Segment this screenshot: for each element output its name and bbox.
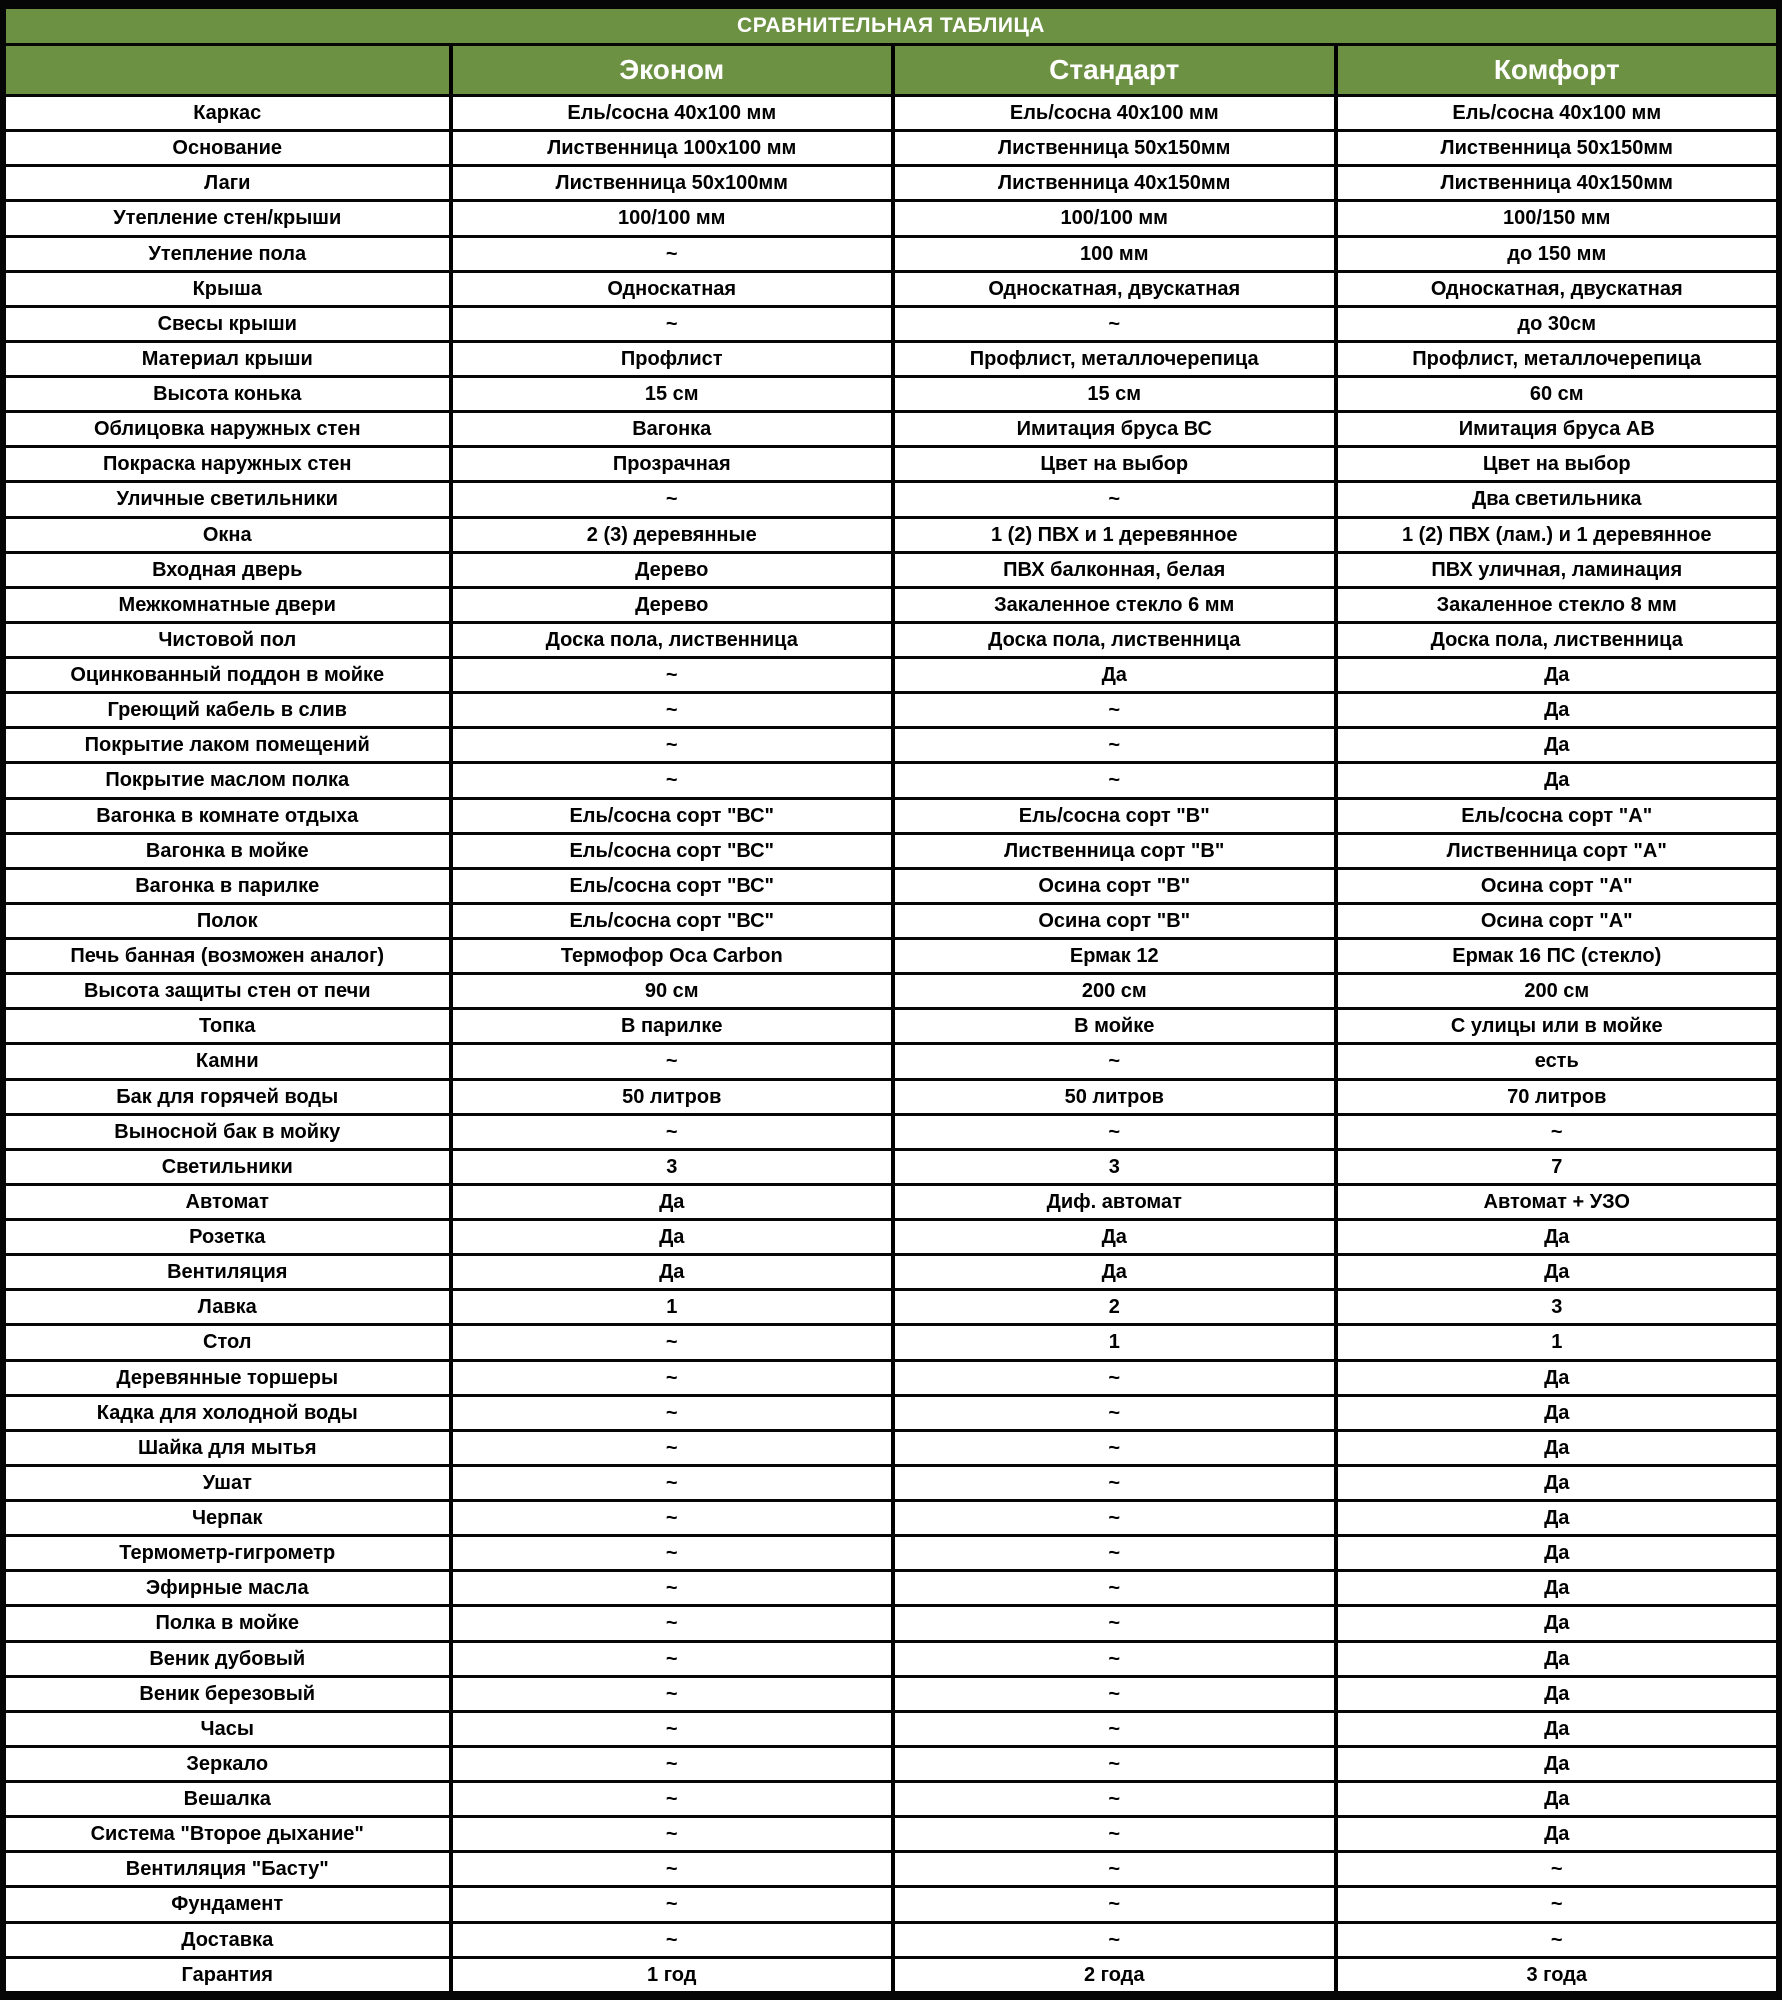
value-cell-econom: Вагонка	[449, 413, 892, 445]
table-row	[6, 870, 1776, 902]
value-cell-komfort: 3 года	[1334, 1959, 1777, 1991]
feature-label-cell: Высота конька	[6, 378, 449, 410]
table-row	[6, 1081, 1776, 1113]
value-cell-komfort: С улицы или в мойке	[1334, 1010, 1777, 1042]
value-cell-econom: 2 (3) деревянные	[449, 519, 892, 551]
table-row	[6, 554, 1776, 586]
value-cell-standart: ~	[891, 694, 1334, 726]
table-row	[6, 624, 1776, 656]
value-cell-standart: Лиственница сорт "В"	[891, 835, 1334, 867]
feature-label-cell: Чистовой пол	[6, 624, 449, 656]
value-cell-econom: ~	[449, 1432, 892, 1464]
table-row	[6, 1607, 1776, 1639]
value-cell-standart: ~	[891, 1045, 1334, 1077]
feature-label-cell: Черпак	[6, 1502, 449, 1534]
value-cell-standart: Лиственница 50х150мм	[891, 132, 1334, 164]
feature-label-cell: Гарантия	[6, 1959, 449, 1991]
value-cell-standart: Ермак 12	[891, 940, 1334, 972]
feature-label-cell: Доставка	[6, 1924, 449, 1956]
feature-label-cell: Вентиляция	[6, 1256, 449, 1288]
value-cell-komfort: Ель/сосна 40х100 мм	[1334, 97, 1777, 129]
table-row	[6, 1186, 1776, 1218]
value-cell-komfort: Ель/сосна сорт "А"	[1334, 800, 1777, 832]
table-row	[6, 97, 1776, 129]
table-row	[6, 1572, 1776, 1604]
table-row	[6, 940, 1776, 972]
feature-label-cell: Печь банная (возможен аналог)	[6, 940, 449, 972]
table-row	[6, 519, 1776, 551]
feature-label-cell: Выносной бак в мойку	[6, 1116, 449, 1148]
feature-label-cell: Облицовка наружных стен	[6, 413, 449, 445]
value-cell-econom: В парилке	[449, 1010, 892, 1042]
value-cell-standart: ~	[891, 483, 1334, 515]
value-cell-econom: 100/100 мм	[449, 202, 892, 234]
table-row	[6, 1467, 1776, 1499]
value-cell-komfort: Лиственница 50х150мм	[1334, 132, 1777, 164]
value-cell-komfort: ~	[1334, 1116, 1777, 1148]
feature-label-cell: Высота защиты стен от печи	[6, 975, 449, 1007]
value-cell-komfort: Да	[1334, 1713, 1777, 1745]
table-row	[6, 273, 1776, 305]
value-cell-komfort: до 30см	[1334, 308, 1777, 340]
table-row	[6, 800, 1776, 832]
value-cell-standart: ПВХ балконная, белая	[891, 554, 1334, 586]
table-row	[6, 483, 1776, 515]
value-cell-komfort: Да	[1334, 1818, 1777, 1850]
column-header-komfort: Комфорт	[1334, 46, 1777, 94]
value-cell-komfort: 200 см	[1334, 975, 1777, 1007]
value-cell-econom: Ель/сосна сорт "ВС"	[449, 835, 892, 867]
value-cell-econom: ~	[449, 1678, 892, 1710]
value-cell-econom: ~	[449, 694, 892, 726]
value-cell-komfort: Ермак 16 ПС (стекло)	[1334, 940, 1777, 972]
value-cell-komfort: Да	[1334, 1748, 1777, 1780]
feature-label-cell: Розетка	[6, 1221, 449, 1253]
value-cell-econom: ~	[449, 1326, 892, 1358]
value-cell-standart: ~	[891, 1607, 1334, 1639]
table-row	[6, 132, 1776, 164]
value-cell-standart: Да	[891, 659, 1334, 691]
value-cell-komfort: Да	[1334, 1572, 1777, 1604]
value-cell-standart: ~	[891, 1713, 1334, 1745]
value-cell-komfort: 100/150 мм	[1334, 202, 1777, 234]
value-cell-econom: Односкатная	[449, 273, 892, 305]
feature-label-cell: Термометр-гигрометр	[6, 1537, 449, 1569]
value-cell-komfort: есть	[1334, 1045, 1777, 1077]
value-cell-komfort: Да	[1334, 1362, 1777, 1394]
table-row	[6, 1818, 1776, 1850]
value-cell-econom: Лиственница 50х100мм	[449, 167, 892, 199]
table-row	[6, 1924, 1776, 1956]
value-cell-standart: ~	[891, 1362, 1334, 1394]
value-cell-standart: ~	[891, 1537, 1334, 1569]
value-cell-komfort: Да	[1334, 764, 1777, 796]
value-cell-komfort: 70 литров	[1334, 1081, 1777, 1113]
table-row	[6, 1959, 1776, 1991]
value-cell-komfort: Да	[1334, 729, 1777, 761]
feature-label-cell: Деревянные торшеры	[6, 1362, 449, 1394]
value-cell-komfort: ПВХ уличная, ламинация	[1334, 554, 1777, 586]
value-cell-standart: ~	[891, 729, 1334, 761]
table-row	[6, 905, 1776, 937]
value-cell-standart: 200 см	[891, 975, 1334, 1007]
value-cell-econom: ~	[449, 659, 892, 691]
value-cell-econom: 15 см	[449, 378, 892, 410]
column-header-row	[6, 46, 1776, 94]
value-cell-econom: ~	[449, 1362, 892, 1394]
feature-label-cell: Греющий кабель в слив	[6, 694, 449, 726]
value-cell-komfort: Да	[1334, 1397, 1777, 1429]
value-cell-econom: ~	[449, 1397, 892, 1429]
value-cell-standart: 15 см	[891, 378, 1334, 410]
value-cell-komfort: 60 см	[1334, 378, 1777, 410]
value-cell-standart: 2 года	[891, 1959, 1334, 1991]
feature-label-cell: Окна	[6, 519, 449, 551]
value-cell-komfort: Имитация бруса АВ	[1334, 413, 1777, 445]
value-cell-standart: ~	[891, 1853, 1334, 1885]
value-cell-econom: Да	[449, 1186, 892, 1218]
feature-label-cell: Входная дверь	[6, 554, 449, 586]
column-header-standart: Стандарт	[891, 46, 1334, 94]
value-cell-econom: ~	[449, 1643, 892, 1675]
value-cell-econom: 3	[449, 1151, 892, 1183]
value-cell-komfort: Лиственница сорт "А"	[1334, 835, 1777, 867]
value-cell-standart: Односкатная, двускатная	[891, 273, 1334, 305]
value-cell-standart: ~	[891, 1818, 1334, 1850]
feature-label-cell: Зеркало	[6, 1748, 449, 1780]
comparison-table	[6, 6, 1776, 1994]
value-cell-econom: Доска пола, лиственница	[449, 624, 892, 656]
feature-label-cell: Стол	[6, 1326, 449, 1358]
feature-label-cell: Светильники	[6, 1151, 449, 1183]
value-cell-standart: 3	[891, 1151, 1334, 1183]
value-cell-standart: Имитация бруса ВС	[891, 413, 1334, 445]
value-cell-econom: Прозрачная	[449, 448, 892, 480]
value-cell-komfort: Лиственница 40х150мм	[1334, 167, 1777, 199]
value-cell-komfort: 7	[1334, 1151, 1777, 1183]
value-cell-komfort: 3	[1334, 1291, 1777, 1323]
feature-label-cell: Веник березовый	[6, 1678, 449, 1710]
table-row	[6, 1502, 1776, 1534]
feature-label-cell: Свесы крыши	[6, 308, 449, 340]
value-cell-komfort: Да	[1334, 1221, 1777, 1253]
value-cell-standart: Да	[891, 1221, 1334, 1253]
table-row	[6, 1291, 1776, 1323]
value-cell-standart: Профлист, металлочерепица	[891, 343, 1334, 375]
value-cell-standart: ~	[891, 1643, 1334, 1675]
table-row	[6, 378, 1776, 410]
table-row	[6, 1432, 1776, 1464]
value-cell-standart: Доска пола, лиственница	[891, 624, 1334, 656]
table-row	[6, 308, 1776, 340]
value-cell-econom: ~	[449, 1713, 892, 1745]
corner-cell	[6, 46, 449, 94]
value-cell-econom: ~	[449, 1572, 892, 1604]
table-row	[6, 1397, 1776, 1429]
feature-label-cell: Покрытие лаком помещений	[6, 729, 449, 761]
feature-label-cell: Топка	[6, 1010, 449, 1042]
value-cell-standart: ~	[891, 1783, 1334, 1815]
value-cell-econom: ~	[449, 1607, 892, 1639]
value-cell-standart: 2	[891, 1291, 1334, 1323]
table-row	[6, 1678, 1776, 1710]
table-row	[6, 1537, 1776, 1569]
value-cell-econom: ~	[449, 1467, 892, 1499]
value-cell-econom: ~	[449, 1537, 892, 1569]
value-cell-standart: 50 литров	[891, 1081, 1334, 1113]
value-cell-standart: ~	[891, 308, 1334, 340]
value-cell-standart: ~	[891, 1467, 1334, 1499]
value-cell-econom: Ель/сосна 40х100 мм	[449, 97, 892, 129]
feature-label-cell: Лавка	[6, 1291, 449, 1323]
feature-label-cell: Основание	[6, 132, 449, 164]
table-row	[6, 835, 1776, 867]
value-cell-komfort: Да	[1334, 1467, 1777, 1499]
feature-label-cell: Веник дубовый	[6, 1643, 449, 1675]
table-row	[6, 1362, 1776, 1394]
feature-label-cell: Утепление стен/крыши	[6, 202, 449, 234]
value-cell-econom: ~	[449, 1888, 892, 1920]
value-cell-komfort: Да	[1334, 1537, 1777, 1569]
feature-label-cell: Автомат	[6, 1186, 449, 1218]
table-row	[6, 202, 1776, 234]
value-cell-komfort: до 150 мм	[1334, 238, 1777, 270]
value-cell-econom: Термофор Оса Carbon	[449, 940, 892, 972]
value-cell-standart: ~	[891, 1572, 1334, 1604]
value-cell-komfort: Да	[1334, 1678, 1777, 1710]
value-cell-standart: Цвет на выбор	[891, 448, 1334, 480]
value-cell-komfort: Осина сорт "А"	[1334, 870, 1777, 902]
table-row	[6, 1853, 1776, 1885]
feature-label-cell: Шайка для мытья	[6, 1432, 449, 1464]
value-cell-econom: Дерево	[449, 589, 892, 621]
feature-label-cell: Межкомнатные двери	[6, 589, 449, 621]
table-row	[6, 1713, 1776, 1745]
feature-label-cell: Эфирные масла	[6, 1572, 449, 1604]
value-cell-econom: ~	[449, 238, 892, 270]
table-row	[6, 413, 1776, 445]
feature-label-cell: Система "Второе дыхание"	[6, 1818, 449, 1850]
value-cell-standart: ~	[891, 1432, 1334, 1464]
value-cell-standart: ~	[891, 764, 1334, 796]
feature-label-cell: Лаги	[6, 167, 449, 199]
value-cell-komfort: Доска пола, лиственница	[1334, 624, 1777, 656]
value-cell-econom: ~	[449, 1502, 892, 1534]
feature-label-cell: Оцинкованный поддон в мойке	[6, 659, 449, 691]
value-cell-econom: Ель/сосна сорт "ВС"	[449, 870, 892, 902]
value-cell-standart: Осина сорт "В"	[891, 870, 1334, 902]
value-cell-econom: ~	[449, 1853, 892, 1885]
value-cell-komfort: Да	[1334, 694, 1777, 726]
value-cell-komfort: Автомат + УЗО	[1334, 1186, 1777, 1218]
value-cell-standart: Ель/сосна 40х100 мм	[891, 97, 1334, 129]
value-cell-standart: 1 (2) ПВХ и 1 деревянное	[891, 519, 1334, 551]
table-row	[6, 1010, 1776, 1042]
feature-label-cell: Покраска наружных стен	[6, 448, 449, 480]
table-row	[6, 1748, 1776, 1780]
value-cell-econom: ~	[449, 1045, 892, 1077]
page-title: СРАВНИТЕЛЬНАЯ ТАБЛИЦА	[6, 9, 1776, 43]
comparison-table-body	[6, 97, 1776, 1991]
value-cell-komfort: ~	[1334, 1888, 1777, 1920]
value-cell-econom: 1	[449, 1291, 892, 1323]
table-row	[6, 1326, 1776, 1358]
value-cell-econom: Да	[449, 1256, 892, 1288]
value-cell-standart: 100 мм	[891, 238, 1334, 270]
feature-label-cell: Материал крыши	[6, 343, 449, 375]
value-cell-komfort: ~	[1334, 1924, 1777, 1956]
value-cell-standart: ~	[891, 1748, 1334, 1780]
table-row	[6, 167, 1776, 199]
table-row	[6, 659, 1776, 691]
feature-label-cell: Полка в мойке	[6, 1607, 449, 1639]
value-cell-komfort: 1 (2) ПВХ (лам.) и 1 деревянное	[1334, 519, 1777, 551]
value-cell-standart: В мойке	[891, 1010, 1334, 1042]
feature-label-cell: Фундамент	[6, 1888, 449, 1920]
table-row	[6, 1151, 1776, 1183]
feature-label-cell: Полок	[6, 905, 449, 937]
value-cell-komfort: Да	[1334, 659, 1777, 691]
value-cell-standart: Закаленное стекло 6 мм	[891, 589, 1334, 621]
value-cell-komfort: Да	[1334, 1432, 1777, 1464]
table-row	[6, 343, 1776, 375]
table-row	[6, 694, 1776, 726]
table-row	[6, 1116, 1776, 1148]
value-cell-komfort: Два светильника	[1334, 483, 1777, 515]
value-cell-standart: 100/100 мм	[891, 202, 1334, 234]
table-row	[6, 764, 1776, 796]
value-cell-standart: ~	[891, 1116, 1334, 1148]
value-cell-standart: 1	[891, 1326, 1334, 1358]
value-cell-econom: ~	[449, 729, 892, 761]
feature-label-cell: Вентиляция "Басту"	[6, 1853, 449, 1885]
feature-label-cell: Бак для горячей воды	[6, 1081, 449, 1113]
value-cell-econom: Профлист	[449, 343, 892, 375]
value-cell-komfort: Односкатная, двускатная	[1334, 273, 1777, 305]
value-cell-econom: ~	[449, 483, 892, 515]
value-cell-komfort: Да	[1334, 1502, 1777, 1534]
table-row	[6, 1888, 1776, 1920]
value-cell-komfort: 1	[1334, 1326, 1777, 1358]
value-cell-standart: ~	[891, 1888, 1334, 1920]
value-cell-komfort: Цвет на выбор	[1334, 448, 1777, 480]
value-cell-standart: ~	[891, 1924, 1334, 1956]
value-cell-komfort: Да	[1334, 1607, 1777, 1639]
feature-label-cell: Вагонка в комнате отдыха	[6, 800, 449, 832]
table-row	[6, 1045, 1776, 1077]
value-cell-standart: Ель/сосна сорт "В"	[891, 800, 1334, 832]
feature-label-cell: Вагонка в парилке	[6, 870, 449, 902]
feature-label-cell: Кадка для холодной воды	[6, 1397, 449, 1429]
value-cell-econom: Ель/сосна сорт "ВС"	[449, 800, 892, 832]
value-cell-komfort: ~	[1334, 1853, 1777, 1885]
table-row	[6, 975, 1776, 1007]
table-row	[6, 1221, 1776, 1253]
value-cell-econom: Лиственница 100х100 мм	[449, 132, 892, 164]
table-row	[6, 589, 1776, 621]
table-title-row	[6, 9, 1776, 43]
value-cell-komfort: Да	[1334, 1643, 1777, 1675]
value-cell-econom: ~	[449, 308, 892, 340]
feature-label-cell: Часы	[6, 1713, 449, 1745]
feature-label-cell: Крыша	[6, 273, 449, 305]
feature-label-cell: Вагонка в мойке	[6, 835, 449, 867]
feature-label-cell: Уличные светильники	[6, 483, 449, 515]
value-cell-komfort: Закаленное стекло 8 мм	[1334, 589, 1777, 621]
value-cell-standart: ~	[891, 1678, 1334, 1710]
table-row	[6, 448, 1776, 480]
feature-label-cell: Ушат	[6, 1467, 449, 1499]
value-cell-econom: 90 см	[449, 975, 892, 1007]
table-row	[6, 1783, 1776, 1815]
value-cell-econom: Дерево	[449, 554, 892, 586]
value-cell-econom: ~	[449, 1924, 892, 1956]
feature-label-cell: Вешалка	[6, 1783, 449, 1815]
feature-label-cell: Покрытие маслом полка	[6, 764, 449, 796]
value-cell-standart: ~	[891, 1397, 1334, 1429]
column-header-econom: Эконом	[449, 46, 892, 94]
value-cell-econom: ~	[449, 1116, 892, 1148]
table-row	[6, 1256, 1776, 1288]
value-cell-econom: ~	[449, 1748, 892, 1780]
feature-label-cell: Утепление пола	[6, 238, 449, 270]
value-cell-econom: Да	[449, 1221, 892, 1253]
value-cell-komfort: Осина сорт "А"	[1334, 905, 1777, 937]
value-cell-komfort: Профлист, металлочерепица	[1334, 343, 1777, 375]
value-cell-econom: 50 литров	[449, 1081, 892, 1113]
value-cell-standart: Да	[891, 1256, 1334, 1288]
value-cell-econom: ~	[449, 764, 892, 796]
table-row	[6, 1643, 1776, 1675]
value-cell-komfort: Да	[1334, 1783, 1777, 1815]
feature-label-cell: Камни	[6, 1045, 449, 1077]
value-cell-econom: ~	[449, 1783, 892, 1815]
value-cell-econom: Ель/сосна сорт "ВС"	[449, 905, 892, 937]
value-cell-econom: ~	[449, 1818, 892, 1850]
feature-label-cell: Каркас	[6, 97, 449, 129]
value-cell-standart: ~	[891, 1502, 1334, 1534]
value-cell-komfort: Да	[1334, 1256, 1777, 1288]
value-cell-econom: 1 год	[449, 1959, 892, 1991]
table-row	[6, 729, 1776, 761]
value-cell-standart: Лиственница 40х150мм	[891, 167, 1334, 199]
table-row	[6, 238, 1776, 270]
value-cell-standart: Диф. автомат	[891, 1186, 1334, 1218]
value-cell-standart: Осина сорт "В"	[891, 905, 1334, 937]
